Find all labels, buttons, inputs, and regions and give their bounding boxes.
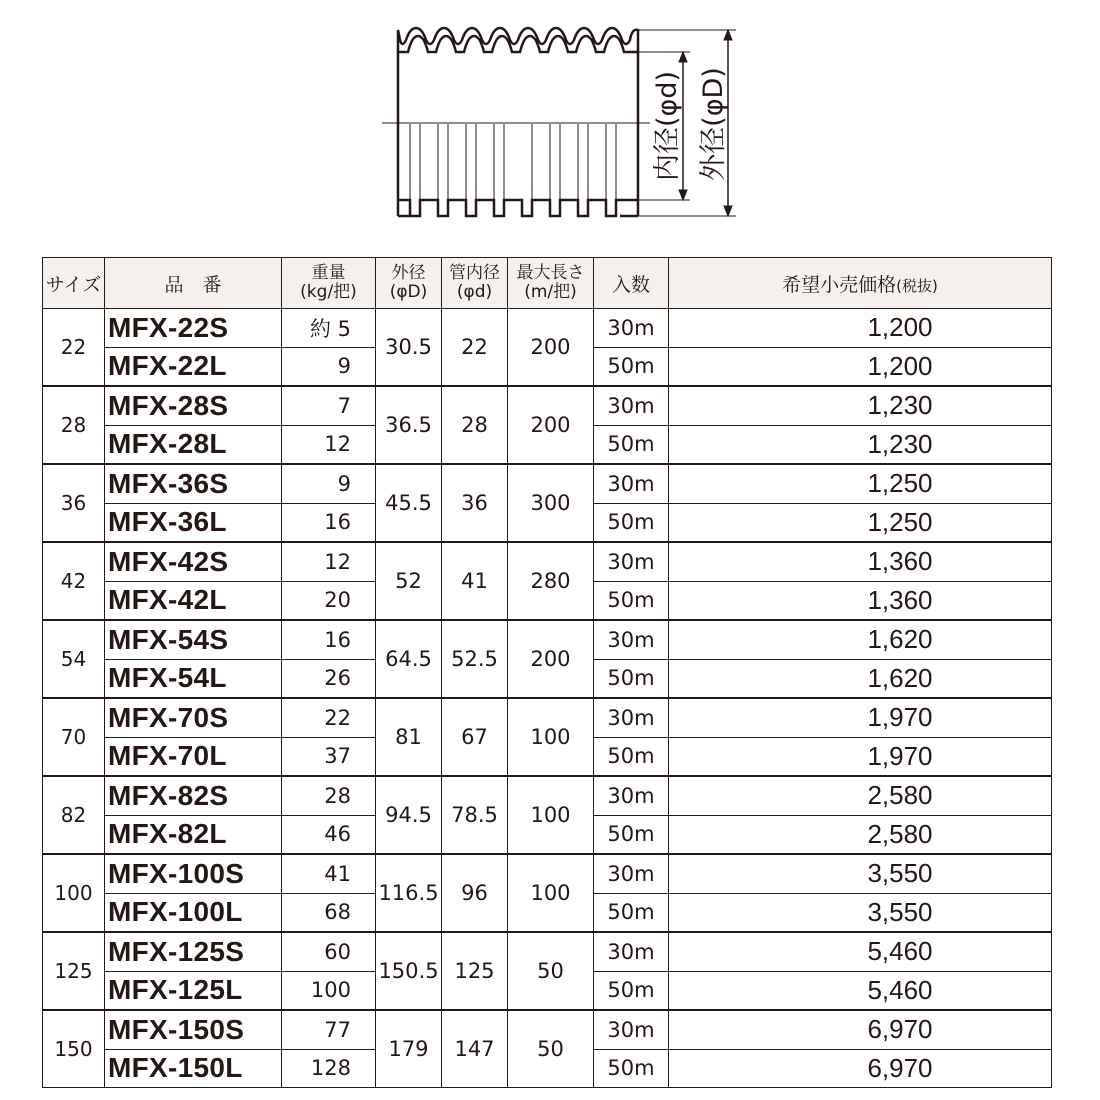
price-cell: 1,970 (669, 698, 1052, 737)
model-cell: MFX-28L (105, 425, 282, 464)
quantity-cell: 30m (594, 464, 669, 503)
price-cell: 1,620 (669, 620, 1052, 659)
weight-cell: 約 5 (282, 309, 376, 348)
max-length-cell: 100 (508, 776, 594, 854)
pipe-top-corrugation (398, 28, 638, 52)
quantity-cell: 50m (594, 347, 669, 386)
max-length-cell: 200 (508, 309, 594, 387)
weight-cell: 22 (282, 698, 376, 737)
table-row (43, 386, 1052, 425)
header-size: サイズ (43, 258, 105, 309)
price-cell: 6,970 (669, 1049, 1052, 1088)
header-max-length (508, 258, 594, 309)
price-cell: 1,970 (669, 737, 1052, 776)
quantity-cell: 50m (594, 1049, 669, 1088)
quantity-cell: 50m (594, 971, 669, 1010)
outer-diameter-cell: 150.5 (376, 932, 442, 1010)
inner-diameter-cell: 67 (442, 698, 508, 776)
model-cell: MFX-150S (105, 1010, 282, 1049)
table-row (43, 464, 1052, 503)
max-length-cell: 280 (508, 542, 594, 620)
size-cell: 42 (43, 542, 105, 620)
quantity-cell: 30m (594, 932, 669, 971)
weight-cell: 100 (282, 971, 376, 1010)
price-cell: 6,970 (669, 1010, 1052, 1049)
quantity-cell: 50m (594, 815, 669, 854)
header-outer-diameter (376, 258, 442, 309)
price-cell: 1,360 (669, 581, 1052, 620)
quantity-cell: 50m (594, 737, 669, 776)
size-cell: 22 (43, 309, 105, 387)
price-cell: 3,550 (669, 854, 1052, 893)
max-length-cell: 100 (508, 854, 594, 932)
quantity-cell: 30m (594, 542, 669, 581)
quantity-cell: 30m (594, 620, 669, 659)
outer-diameter-cell: 45.5 (376, 464, 442, 542)
model-cell: MFX-125S (105, 932, 282, 971)
header-quantity: 入数 (594, 258, 669, 309)
spec-table (42, 257, 1052, 1088)
max-length-cell: 300 (508, 464, 594, 542)
table-row (43, 542, 1052, 581)
table-body (43, 309, 1052, 1088)
weight-cell: 37 (282, 737, 376, 776)
model-cell: MFX-22S (105, 309, 282, 348)
weight-cell: 12 (282, 542, 376, 581)
pipe-bottom-corrugation (398, 200, 638, 216)
price-cell: 1,200 (669, 347, 1052, 386)
weight-cell: 128 (282, 1049, 376, 1088)
header-od-line2: (φD) (389, 282, 428, 302)
pipe-diagram (0, 0, 1100, 250)
header-weight (282, 258, 376, 309)
model-cell: MFX-54S (105, 620, 282, 659)
weight-cell: 7 (282, 386, 376, 425)
outer-diameter-cell: 81 (376, 698, 442, 776)
table-row (43, 932, 1052, 971)
weight-cell: 77 (282, 1010, 376, 1049)
table-header-row (43, 258, 1052, 309)
header-id-line1: 管内径 (449, 263, 500, 283)
size-cell: 36 (43, 464, 105, 542)
header-price (669, 258, 1052, 309)
model-cell: MFX-82S (105, 776, 282, 815)
outer-diameter-cell: 52 (376, 542, 442, 620)
outer-diameter-cell: 116.5 (376, 854, 442, 932)
price-cell: 1,200 (669, 309, 1052, 348)
weight-cell: 60 (282, 932, 376, 971)
weight-cell: 16 (282, 620, 376, 659)
weight-cell: 9 (282, 347, 376, 386)
header-price-note: (税抜) (896, 276, 938, 295)
quantity-cell: 30m (594, 309, 669, 348)
price-cell: 2,580 (669, 815, 1052, 854)
model-cell: MFX-42L (105, 581, 282, 620)
outer-diameter-cell: 94.5 (376, 776, 442, 854)
table-row (43, 620, 1052, 659)
outer-diameter-label: 外径(φD) (698, 67, 729, 181)
weight-cell: 26 (282, 659, 376, 698)
quantity-cell: 50m (594, 893, 669, 932)
inner-diameter-label: 内径(φd) (652, 70, 683, 182)
model-cell: MFX-70L (105, 737, 282, 776)
model-cell: MFX-150L (105, 1049, 282, 1088)
model-cell: MFX-82L (105, 815, 282, 854)
inner-diameter-cell: 22 (442, 309, 508, 387)
max-length-cell: 200 (508, 386, 594, 464)
model-cell: MFX-42S (105, 542, 282, 581)
inner-diameter-cell: 78.5 (442, 776, 508, 854)
price-cell: 3,550 (669, 893, 1052, 932)
price-cell: 5,460 (669, 971, 1052, 1010)
quantity-cell: 30m (594, 776, 669, 815)
outer-diameter-cell: 36.5 (376, 386, 442, 464)
model-cell: MFX-22L (105, 347, 282, 386)
model-cell: MFX-36S (105, 464, 282, 503)
price-cell: 1,230 (669, 425, 1052, 464)
inner-diameter-cell: 147 (442, 1010, 508, 1088)
price-cell: 1,230 (669, 386, 1052, 425)
size-cell: 54 (43, 620, 105, 698)
size-cell: 28 (43, 386, 105, 464)
model-cell: MFX-70S (105, 698, 282, 737)
table-row (43, 1010, 1052, 1049)
inner-diameter-cell: 125 (442, 932, 508, 1010)
weight-cell: 20 (282, 581, 376, 620)
table-row (43, 309, 1052, 348)
outer-diameter-cell: 64.5 (376, 620, 442, 698)
model-cell: MFX-54L (105, 659, 282, 698)
quantity-cell: 30m (594, 1010, 669, 1049)
price-cell: 5,460 (669, 932, 1052, 971)
model-cell: MFX-100L (105, 893, 282, 932)
outer-diameter-cell: 179 (376, 1010, 442, 1088)
price-cell: 1,250 (669, 503, 1052, 542)
weight-cell: 46 (282, 815, 376, 854)
model-cell: MFX-125L (105, 971, 282, 1010)
quantity-cell: 30m (594, 854, 669, 893)
table-row (43, 698, 1052, 737)
header-id-line2: (φd) (456, 282, 493, 302)
max-length-cell: 50 (508, 932, 594, 1010)
size-cell: 125 (43, 932, 105, 1010)
outer-diameter-cell: 30.5 (376, 309, 442, 387)
weight-cell: 12 (282, 425, 376, 464)
header-weight-line2: (kg/把) (300, 282, 357, 302)
model-cell: MFX-100S (105, 854, 282, 893)
table-row (43, 776, 1052, 815)
weight-cell: 9 (282, 464, 376, 503)
size-cell: 150 (43, 1010, 105, 1088)
inner-diameter-cell: 36 (442, 464, 508, 542)
size-cell: 70 (43, 698, 105, 776)
weight-cell: 68 (282, 893, 376, 932)
header-inner-diameter (442, 258, 508, 309)
inner-diameter-cell: 41 (442, 542, 508, 620)
pipe-ribs (410, 124, 616, 200)
price-cell: 2,580 (669, 776, 1052, 815)
max-length-cell: 100 (508, 698, 594, 776)
quantity-cell: 50m (594, 503, 669, 542)
quantity-cell: 50m (594, 659, 669, 698)
inner-diameter-cell: 28 (442, 386, 508, 464)
header-price-main: 希望小売価格 (782, 273, 897, 296)
header-model: 品 番 (105, 258, 282, 309)
price-cell: 1,360 (669, 542, 1052, 581)
quantity-cell: 50m (594, 581, 669, 620)
max-length-cell: 200 (508, 620, 594, 698)
price-cell: 1,250 (669, 464, 1052, 503)
price-cell: 1,620 (669, 659, 1052, 698)
quantity-cell: 50m (594, 425, 669, 464)
max-length-cell: 50 (508, 1010, 594, 1088)
header-len-line1: 最大長さ (516, 263, 585, 283)
quantity-cell: 30m (594, 386, 669, 425)
size-cell: 100 (43, 854, 105, 932)
header-len-line2: (m/把) (524, 282, 577, 302)
size-cell: 82 (43, 776, 105, 854)
header-od-line1: 外径 (391, 263, 426, 283)
model-cell: MFX-36L (105, 503, 282, 542)
table-row (43, 854, 1052, 893)
weight-cell: 28 (282, 776, 376, 815)
quantity-cell: 30m (594, 698, 669, 737)
weight-cell: 41 (282, 854, 376, 893)
header-weight-line1: 重量 (311, 263, 346, 283)
model-cell: MFX-28S (105, 386, 282, 425)
inner-diameter-cell: 96 (442, 854, 508, 932)
inner-diameter-cell: 52.5 (442, 620, 508, 698)
weight-cell: 16 (282, 503, 376, 542)
